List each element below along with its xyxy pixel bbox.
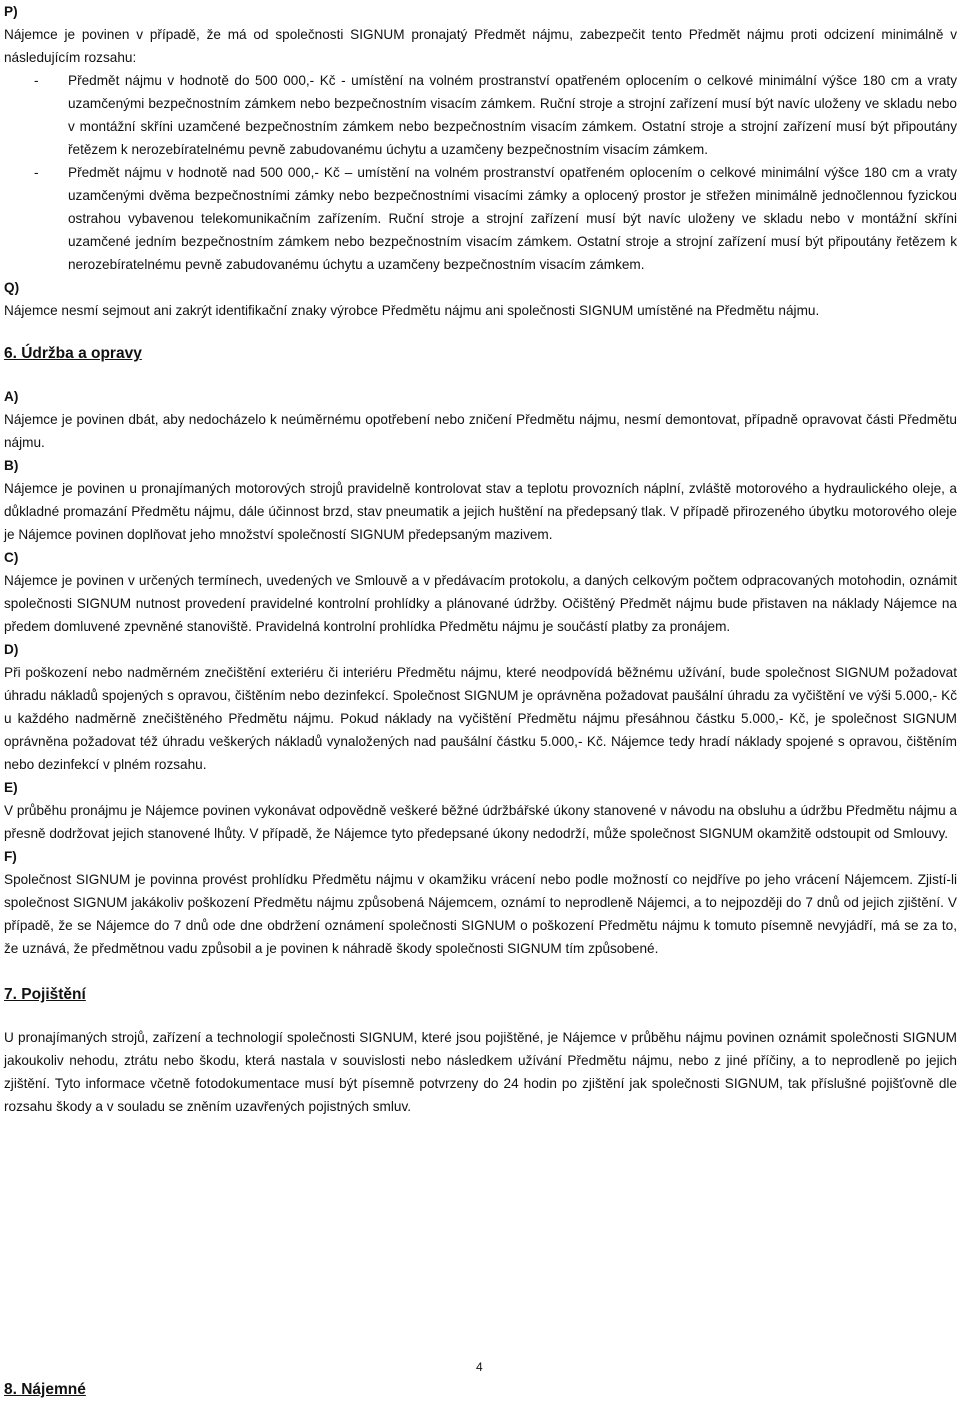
section-6c-text: Nájemce je povinen v určených termínech, uvedených ve Smlouvě a v předávacím protokolu, a daných celkovým počtem odpracovaných motohodin, oznámit společnosti SIGNUM nutnost provedení pravidelné kontrolní prohlídky a plánované údržby. Očištěný Předmět nájmu bude přistaven na náklady Nájemce na předem domluvené zpevněné stanoviště. Pravidelná kontrolní prohlídka Předmětu nájmu je součástí platby za pronájem. xyxy=(4,573,957,634)
section-6a-label: A) xyxy=(4,389,19,404)
section-6b-label: B) xyxy=(4,458,19,473)
section-7-text: U pronajímaných strojů, zařízení a technologií společnosti SIGNUM, které jsou pojištěné, je Nájemce v průběhu nájmu povinen oznámit společnosti SIGNUM jakoukoliv nehodu, ztrátu nebo škodu, která nastala v souvislosti nebo následkem užívání Předmětu nájmu, nebo z jiné příčiny, a to neprodleně po jejich zjištění. Tyto informace včetně fotodokumentace musí být písemně potvrzeny do 24 hodin po zjištění jak společnosti SIGNUM, tak příslušné pojišťovně dle rozsahu škody a v souladu se zněním uzavřených pojistných smluv. xyxy=(4,1030,957,1114)
document-page xyxy=(4,0,957,1118)
section-p-intro: Nájemce je povinen v případě, že má od společnosti SIGNUM pronajatý Předmět nájmu, zabezpečit tento Předmět nájmu proti odcizení minimálně v následujícím rozsahu: xyxy=(4,27,957,65)
section-7-heading: 7. Pojištění xyxy=(4,986,86,1003)
section-p-bullet-1 xyxy=(4,69,957,161)
section-6c-label: C) xyxy=(4,550,19,565)
bullet-dash: - xyxy=(34,73,39,88)
page-number: 4 xyxy=(476,1360,483,1374)
section-p-bullet-2 xyxy=(4,161,957,276)
section-6e-label: E) xyxy=(4,780,18,795)
section-p-bullet-2-text: Předmět nájmu v hodnotě nad 500 000,- Kč – umístění na volném prostranství opatřeném oplocením o celkové minimální výšce 180 cm a vraty uzamčenými dvěma bezpečnostními zámky nebo bezpečnostními visacími zámky a oplocený prostor je střežen minimálně jednočlennou fyzickou ostrahou vybavenou telekomunikačním zařízením. Ruční stroje a strojní zařízení musí být navíc uloženy ve skladu nebo v montážní skříni uzamčené jedním bezpečnostním zámkem nebo bezpečnostním visacím zámkem. Ostatní stroje a strojní zařízení musí být připoutány řetězem k nerozebíratelnému pevně zabudovanému úchytu a uzamčeny bezpečnostním visacím zámkem. xyxy=(68,165,957,272)
section-8-heading: 8. Nájemné xyxy=(4,1381,86,1398)
section-q-text: Nájemce nesmí sejmout ani zakrýt identifikační znaky výrobce Předmětu nájmu ani společnosti SIGNUM umístěné na Předmětu nájmu. xyxy=(4,303,820,318)
section-6e-text: V průběhu pronájmu je Nájemce povinen vykonávat odpovědně veškeré běžné údržbářské úkony stanovené v návodu na obsluhu a údržbu Předmětu nájmu a přesně dodržovat jejich stanovené lhůty. V případě, že Nájemce tyto předepsané úkony nedodrží, může společnost SIGNUM okamžitě odstoupit od Smlouvy. xyxy=(4,803,957,841)
section-p-bullet-1-text: Předmět nájmu v hodnotě do 500 000,- Kč - umístění na volném prostranství opatřeném oplocením o celkové minimální výšce 180 cm a vraty uzamčenými bezpečnostním zámkem nebo bezpečnostním visacím zámkem. Ruční stroje a strojní zařízení musí být navíc uloženy ve skladu nebo v montážní skříni uzamčené bezpečnostním zámkem nebo bezpečnostním visacím zámkem. Ostatní stroje a strojní zařízení musí být připoutány řetězem k nerozebíratelnému pevně zabudovanému úchytu a uzamčeny bezpečnostním visacím zámkem. xyxy=(68,73,957,157)
section-6f-label: F) xyxy=(4,849,17,864)
section-q-label: Q) xyxy=(4,280,20,295)
section-p-label: P) xyxy=(4,4,18,19)
section-6-heading: 6. Údržba a opravy xyxy=(4,345,142,362)
section-p-bullet-list xyxy=(4,69,957,276)
section-6b-text: Nájemce je povinen u pronajímaných motorových strojů pravidelně kontrolovat stav a teplotu provozních náplní, zvláště motorového a hydraulického oleje, a důkladné promazání Předmětu nájmu, dále účinnost brzd, stav pneumatik a jejich huštění na předepsaný tlak. V případě přirozeného úbytku motorového oleje je Nájemce povinen doplňovat jeho množství společností SIGNUM předepsaným mazivem. xyxy=(4,481,957,542)
bullet-dash: - xyxy=(34,165,39,180)
section-6f-text: Společnost SIGNUM je povinna provést prohlídku Předmětu nájmu v okamžiku vrácení nebo podle možností co nejdříve po jeho vrácení Nájemcem. Zjistí-li společnost SIGNUM jakákoliv poškození Předmětu nájmu způsobená Nájemcem, oznámí to neprodleně Nájemci, a to nejpozději do 7 dnů od jejich zjištění. V případě, že se Nájemce do 7 dnů ode dne obdržení oznámení společnosti SIGNUM o poškození Předmětu nájmu k tomuto písemně nevyjádří, má se za to, že uznává, že předmětnou vadu způsobil a je povinen k náhradě škody společnosti SIGNUM tím způsobené. xyxy=(4,872,957,956)
section-6d-text: Při poškození nebo nadměrném znečištění exteriéru či interiéru Předmětu nájmu, které neodpovídá běžnému užívání, bude společnost SIGNUM požadovat úhradu nákladů spojených s opravou, čištěním nebo dezinfekcí. Společnost SIGNUM je oprávněna požadovat paušální úhradu za vyčištění ve výši 5.000,- Kč u každého nadměrně znečištěného Předmětu nájmu. Pokud náklady na vyčištění Předmětu nájmu přesáhnou částku 5.000,- Kč, je společnost SIGNUM oprávněna požadovat též úhradu veškerých nákladů vynaložených nad paušální částku 5.000,- Kč. Nájemce tedy hradí náklady spojené s opravou, čištěním nebo dezinfekcí v plném rozsahu. xyxy=(4,665,957,772)
section-6a-text: Nájemce je povinen dbát, aby nedocházelo k neúměrnému opotřebení nebo zničení Předmětu nájmu, nesmí demontovat, případně opravovat části Předmětu nájmu. xyxy=(4,412,957,450)
section-6d-label: D) xyxy=(4,642,19,657)
